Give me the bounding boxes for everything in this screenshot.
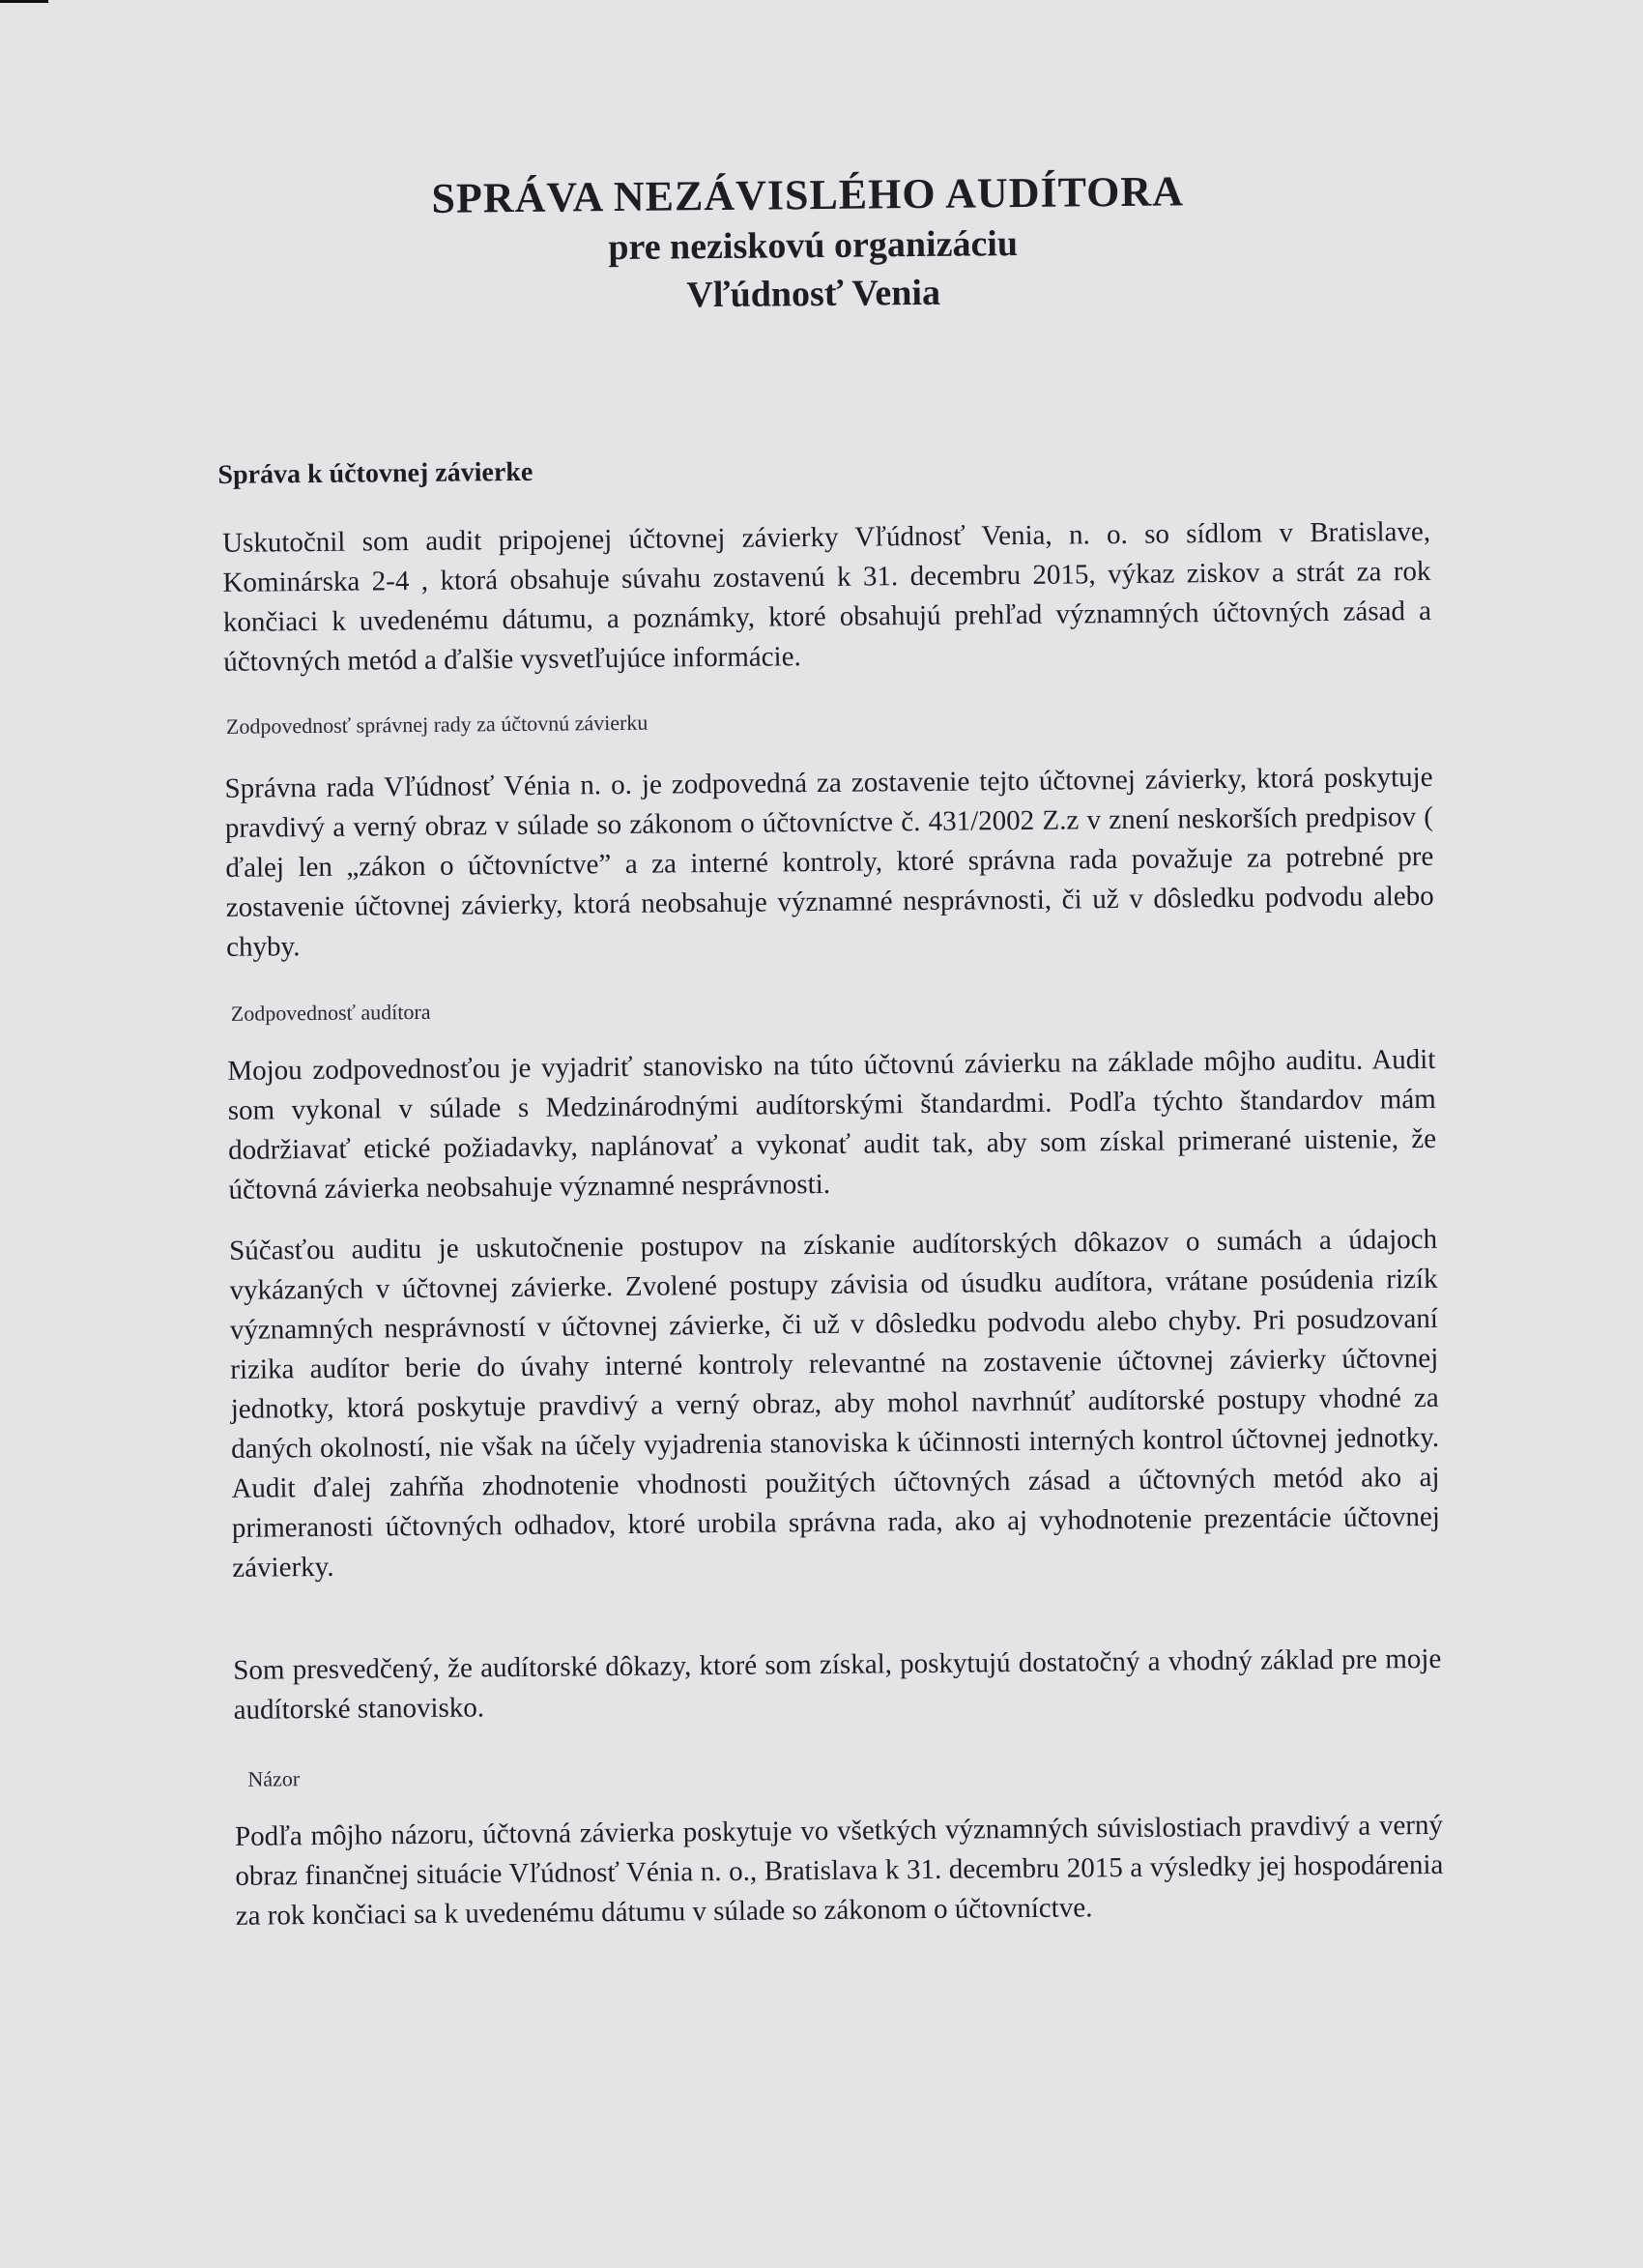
board-responsibility-heading: Zodpovednosť správnej rady za účtovnú závierku xyxy=(225,710,649,739)
auditor-paragraph-2: Súčasťou auditu je uskutočnenie postupov na získanie audítorských dôkazov o sumách a údajoch vykázaných v účtovnej závierke. Zvolené postupy závisia od úsudku audítora, vrátane posúdenia rizík významných nesprávností v účtovnej závierke, či už v dôsledku podvodu alebo chyby. Pri posudzovaní rizika audítor berie do úvahy interné kontroly relevantné na zostavenie účtovnej závierky účtovnej jednotky, ktorá poskytuje pravdivý a verný obraz, aby mohol navrhnúť audítorské postupy vhodné za daných okolností, nie však na účely vyjadrenia stanoviska k účinnosti interných kontrol účtovnej jednotky. Audit ďalej zahŕňa zhodnotenie vhodnosti použitých účtovných zásad a účtovných metód ako aj primeranosti účtovných odhadov, ktoré urobila správna rada, ako aj vyhodnotenie prezentácie účtovnej závierky. xyxy=(229,1223,1441,1584)
auditor-paragraph-1: Mojou zodpovednosťou je vyjadriť stanovisko na túto účtovnú závierku na základe môjho auditu. Audit som vykonal v súlade s Medzinárodnými audítorskými štandardmi. Podľa týchto štandardov mám dodržiavať etické požiadavky, naplánovať a vykonať audit tak, aby som získal primerané uistenie, že účtovná závierka neobsahuje významné nesprávnosti. xyxy=(227,1043,1437,1206)
title-line-1: SPRÁVA NEZÁVISLÉHO AUDÍTORA xyxy=(431,167,1185,222)
scan-corner-mark xyxy=(0,0,48,3)
title-line-3: Vľúdnosť Venia xyxy=(686,272,941,316)
auditor-paragraph-3: Som presvedčený, že audítorské dôkazy, ktoré som získal, poskytujú dostatočný a vhodný základ pre moje audítorské stanovisko. xyxy=(233,1643,1442,1726)
intro-paragraph: Uskutočnil som audit pripojenej účtovnej závierky Vľúdnosť Venia, n. o. so sídlom v Bratislave, Kominárska 2-4 , ktorá obsahuje súvahu zostavenú k 31. decembru 2015, výkaz ziskov a strát za rok končiaci k uvedenému dátumu, a poznámky, ktoré obsahujú prehľad významných účtovných zásad a účtovných metód a ďalšie vysvetľujúce informácie. xyxy=(221,515,1432,678)
auditor-responsibility-heading: Zodpovednosť audítora xyxy=(230,999,431,1026)
report-title xyxy=(0,161,1635,326)
board-responsibility-paragraph: Správna rada Vľúdnosť Vénia n. o. je zodpovedná za zostavenie tejto účtovnej závierky, ktorá poskytuje pravdivý a verný obraz v súlade so zákonom o účtovníctve č. 431/2002 Z.z v znení neskorších predpisov ( ďalej len „zákon o účtovníctve” a za interné kontroly, ktoré správna rada považuje za potrebné pre zostavenie účtovnej závierky, ktorá neobsahuje významné nesprávnosti, či už v dôsledku podvodu alebo chyby. xyxy=(224,761,1434,963)
opinion-heading: Názor xyxy=(247,1766,301,1791)
opinion-paragraph: Podľa môjho názoru, účtovná závierka poskytuje vo všetkých významných súvislostiach pravdivý a verný obraz finančnej situácie Vľúdnosť Vénia n. o., Bratislava k 31. decembru 2015 a výsledky jej hospodárenia za rok končiaci sa k uvedenému dátumu v súlade so zákonom o účtovníctve. xyxy=(234,1809,1444,1932)
section-heading: Správa k účtovnej závierke xyxy=(217,456,533,490)
title-line-2: pre neziskovú organizáciu xyxy=(608,223,1019,269)
